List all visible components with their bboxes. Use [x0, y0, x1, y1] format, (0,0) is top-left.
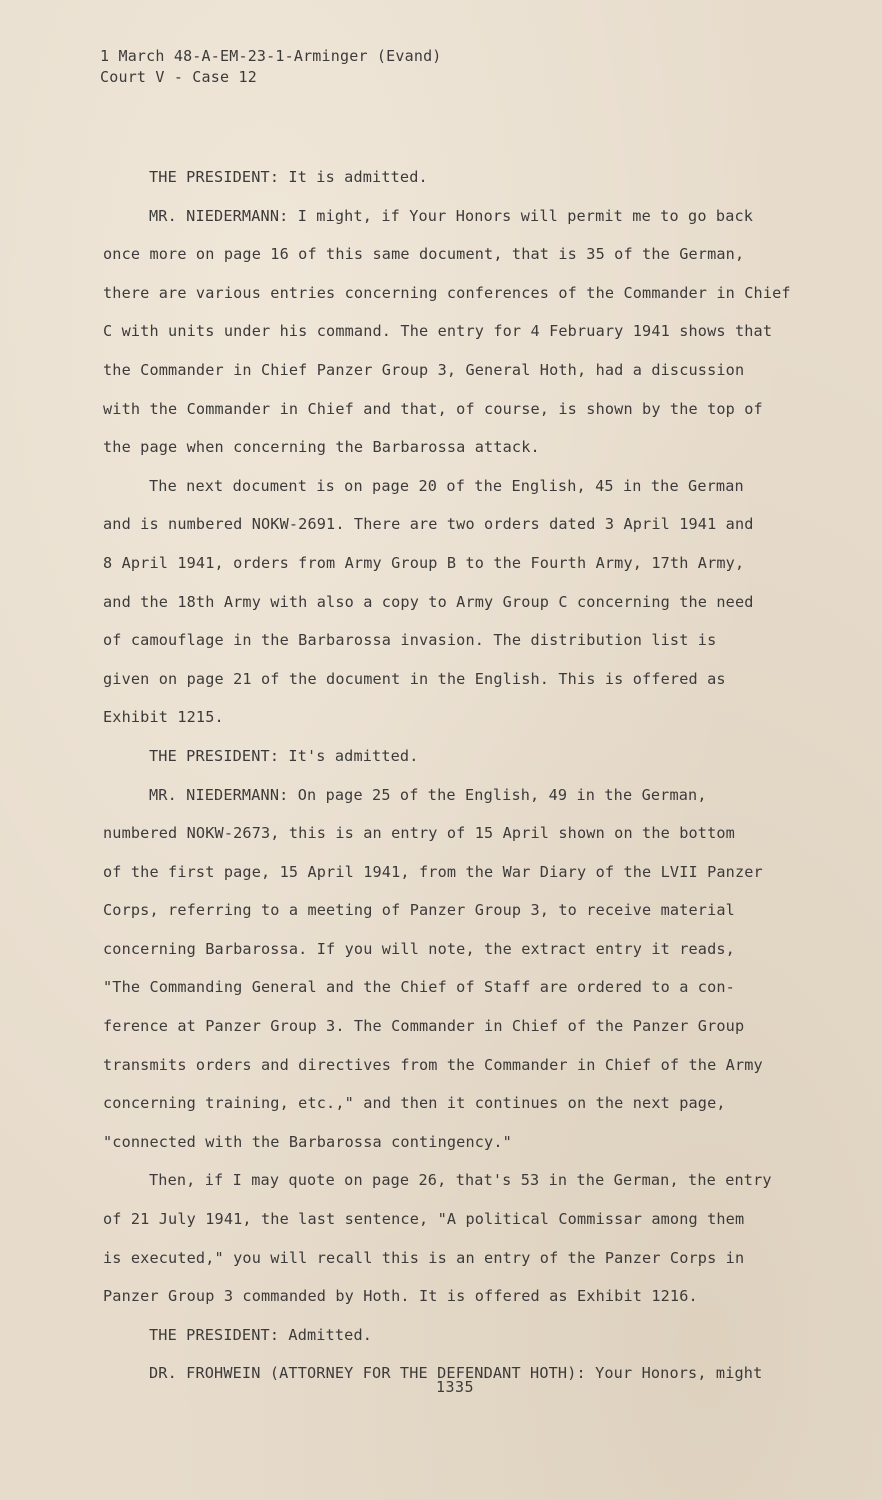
- transcript-line: ference at Panzer Group 3. The Commander in Chief of the Panzer Group: [103, 1017, 745, 1036]
- transcript-line: Corps, referring to a meeting of Panzer Group 3, to receive material: [103, 901, 735, 920]
- header-session-line: 1 March 48-A-EM-23-1-Arminger (Evand): [100, 47, 442, 65]
- transcript-line: concerning Barbarossa. If you will note, the extract entry it reads,: [103, 939, 735, 958]
- transcript-line: with the Commander in Chief and that, of course, is shown by the top of: [103, 399, 763, 418]
- header-court-line: Court V - Case 12: [100, 68, 257, 86]
- transcript-line: DR. FROHWEIN (ATTORNEY FOR THE DEFENDANT HOTH): Your Honors, might: [149, 1364, 763, 1383]
- transcript-line: of the first page, 15 April 1941, from the War Diary of the LVII Panzer: [103, 862, 763, 881]
- transcript-line: transmits orders and directives from the Commander in Chief of the Army: [103, 1055, 763, 1074]
- transcript-line: the page when concerning the Barbarossa attack.: [103, 438, 540, 457]
- transcript-line: of camouflage in the Barbarossa invasion. The distribution list is: [103, 631, 717, 650]
- transcript-line: and the 18th Army with also a copy to Army Group C concerning the need: [103, 592, 754, 611]
- transcript-line: "connected with the Barbarossa contingency.": [103, 1132, 512, 1151]
- transcript-line: THE PRESIDENT: Admitted.: [149, 1325, 373, 1344]
- transcript-line: given on page 21 of the document in the English. This is offered as: [103, 669, 726, 688]
- page-number-text: 1335: [435, 1378, 475, 1396]
- transcript-line: is executed," you will recall this is an entry of the Panzer Corps in: [103, 1248, 745, 1267]
- transcript-line: numbered NOKW-2673, this is an entry of 15 April shown on the bottom: [103, 824, 735, 843]
- transcript-line: of 21 July 1941, the last sentence, "A political Commissar among them: [103, 1210, 745, 1229]
- transcript-line: once more on page 16 of this same document, that is 35 of the German,: [103, 245, 745, 264]
- document-header: [100, 46, 442, 88]
- transcript-line: The next document is on page 20 of the English, 45 in the German: [149, 476, 744, 495]
- transcript-line: the Commander in Chief Panzer Group 3, General Hoth, had a discussion: [103, 360, 745, 379]
- transcript-line: 8 April 1941, orders from Army Group B to the Fourth Army, 17th Army,: [103, 553, 745, 572]
- transcript-line: "The Commanding General and the Chief of Staff are ordered to a con-: [103, 978, 735, 997]
- transcript-line: MR. NIEDERMANN: I might, if Your Honors will permit me to go back: [149, 206, 754, 225]
- transcript-line: Panzer Group 3 commanded by Hoth. It is offered as Exhibit 1216.: [103, 1287, 698, 1306]
- transcript-body: [103, 158, 818, 1393]
- transcript-line: and is numbered NOKW-2691. There are two orders dated 3 April 1941 and: [103, 515, 754, 534]
- page-number: [0, 1378, 882, 1396]
- transcript-line: there are various entries concerning conferences of the Commander in Chief: [103, 283, 791, 302]
- transcript-line: C with units under his command. The entry for 4 February 1941 shows that: [103, 322, 773, 341]
- transcript-line: Then, if I may quote on page 26, that's 53 in the German, the entry: [149, 1171, 772, 1190]
- transcript-line: concerning training, etc.," and then it continues on the next page,: [103, 1094, 726, 1113]
- transcript-line: THE PRESIDENT: It's admitted.: [149, 746, 419, 765]
- transcript-line: MR. NIEDERMANN: On page 25 of the English, 49 in the German,: [149, 785, 707, 804]
- transcript-line: THE PRESIDENT: It is admitted.: [149, 168, 428, 186]
- transcript-line: Exhibit 1215.: [103, 708, 224, 727]
